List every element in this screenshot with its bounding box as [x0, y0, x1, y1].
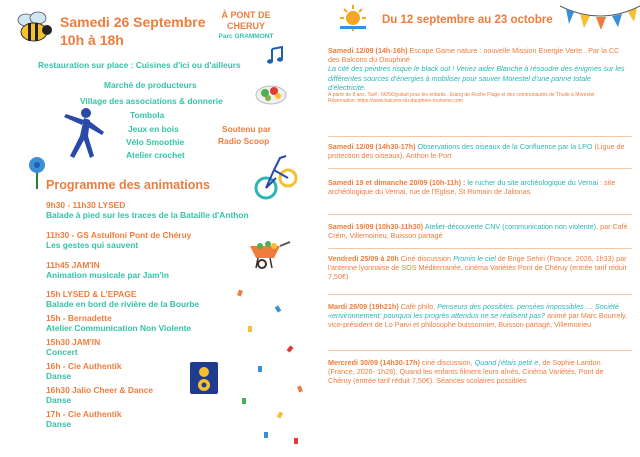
event-1-small-1: À partir de 8 ans. Tarif : 6€/5€/gratuit pour les enfants . Etang de Roche Plage et des communautés de Thuile à Morestel [328, 92, 595, 99]
event-4 [328, 222, 628, 240]
event-4-text: , par Café Crém, Villemoirieu, Buisson partagé [328, 222, 628, 241]
programme-desc: Balade en bord de rivière de la Bourbe [46, 299, 200, 309]
event-1-text: Escape Game nature : nouvelle Mission Energie Verte . Par la CC des Balcons du Dauphiné [328, 46, 620, 65]
event-1-small-2: Réservation: https://www.balcons-du-dauphine-tourisme.com [328, 98, 463, 105]
divider [328, 168, 632, 169]
programme-desc: Concert [46, 347, 78, 357]
bee-icon [12, 10, 58, 48]
confetti-icon [228, 286, 316, 452]
event-5-italic: Promis le ciel [453, 254, 496, 263]
programme-title: Programme des animations [46, 178, 210, 192]
event-1 [328, 46, 628, 105]
event-3-teal: le rucher du site archéologique du Vernai [465, 178, 599, 187]
programme-desc: Danse [46, 371, 72, 381]
divider [328, 248, 632, 249]
programme-item [46, 289, 199, 309]
event-6-date: Mardi 29/09 (19h21h) [328, 302, 399, 311]
divider [328, 214, 632, 215]
event-7-text-1: ciné discussion, [419, 358, 475, 367]
attraction-village: Village des associations & donnerie [80, 96, 223, 106]
place-line-3: Parc GRAMMONT [218, 33, 274, 40]
event-4-date: Samedi 19/09 (10h30-11h30) [328, 222, 424, 231]
bunting-icon [560, 0, 640, 44]
soutenu-label: Soutenu par [222, 124, 271, 134]
programme-item [46, 337, 100, 357]
programme-item [46, 230, 191, 250]
place-line-2: CHERUY [226, 21, 265, 31]
programme-item [46, 409, 122, 429]
programme-item [46, 385, 153, 405]
salad-bowl-icon [254, 82, 288, 110]
attraction-jeux: Jeux en bois [128, 124, 179, 134]
event-5 [328, 254, 628, 282]
event-2-teal: Observations des oiseaux de la Confluence par la LPO [415, 142, 593, 151]
event-5-date: Vendredi 25/09 à 20h [328, 254, 399, 263]
event-7-date: Mercredi 30/09 (14h30-17h) [328, 358, 420, 367]
event-7-italic: Quand j'étais petit·e [474, 358, 539, 367]
event-3-date: Samedi 19 et dimanche 20/09 (10h-11h) : [328, 178, 466, 187]
right-title: Du 12 septembre au 23 octobre [382, 14, 553, 26]
event-hours: 10h à 18h [60, 32, 124, 48]
flower-icon [26, 156, 48, 190]
event-6-italic: Penseurs des possibles, pensées impossibles … Société «environnement: pourquoi les progrès attendus ne se réalisent pas? [328, 302, 619, 321]
attraction-tombola: Tombola [130, 110, 165, 120]
event-1-italic: La cité des peintres risque le black out ! Venez aider Blanche à résoudre des énigmes sur les différentes sources d'énergies à mobiliser pour sauver Morestel d'une panne totale d'électricité. [328, 64, 625, 92]
divider [328, 136, 632, 137]
programme-desc: Atelier Communication Non Violente [46, 323, 192, 333]
programme-time: 9h30 - 11h30 LYSED [46, 200, 126, 210]
event-7 [328, 358, 628, 386]
programme-desc: Les gestes qui sauvent [46, 240, 139, 250]
programme-item [46, 200, 249, 220]
soutenu-radio: Radio Scoop [218, 136, 270, 146]
divider [328, 350, 632, 351]
dancer-icon [60, 106, 108, 166]
attraction-restauration: Restauration sur place : Cuisines d'ici ou d'ailleurs [38, 60, 241, 70]
event-4-teal: Atelier-découverte CNV (communication non violente) [423, 222, 597, 231]
event-6-text-1: Café philo, [398, 302, 438, 311]
attraction-crochet: Atelier crochet [126, 150, 185, 160]
programme-desc: Balade à pied sur les traces de la Bataille d'Anthon [46, 210, 249, 220]
wheelbarrow-icon [246, 236, 292, 270]
event-1-date: Samedi 12/09 (14h-16h) [328, 46, 408, 55]
programme-time: 15h - Bernadette [46, 313, 112, 323]
programme-time: 15h LYSED & L'EPAGE [46, 289, 137, 299]
programme-item [46, 313, 191, 333]
event-5-text-2: de Erige Sehiri (France, 2026, 1h33) par l'antenne lyonnaise de SOS Méditerranée, cinéma Variétés Pont de Chéruy (entrée tarif réduit 7,50€) [328, 254, 627, 282]
programme-desc: Danse [46, 395, 72, 405]
attraction-velo: Vélo Smoothie [126, 137, 185, 147]
sun-icon [336, 4, 370, 32]
programme-desc: Animation musicale par Jam'in [46, 270, 169, 280]
place-line-1: À PONT DE [221, 10, 271, 20]
programme-time: 16h30 Jalio Cheer & Dance [46, 385, 154, 395]
programme-time: 17h - Cie Authentik [46, 409, 122, 419]
divider [328, 294, 632, 295]
programme-time: 15h30 JAM'IN [46, 337, 101, 347]
programme-time: 11h30 - GS Astulfoni Pont de Chéruy [46, 230, 192, 240]
event-2-date: Samedi 12/09 (14h30-17h) [328, 142, 416, 151]
event-5-text-1: Ciné discussion [398, 254, 454, 263]
event-3-text: : site archéologique du Vernai, rue de l'Eglise, St Romain de Jalionas [328, 178, 616, 197]
speaker-icon [188, 360, 220, 396]
event-3 [328, 178, 628, 196]
programme-item [46, 260, 169, 280]
event-2 [328, 142, 628, 160]
programme-time: 16h - Cie Authentik [46, 361, 122, 371]
event-date: Samedi 26 Septembre [60, 14, 206, 30]
programme-time: 11h45 JAM'IN [46, 260, 100, 270]
event-6 [328, 302, 628, 330]
attraction-marche: Marché de producteurs [104, 80, 197, 90]
programme-item [46, 361, 122, 381]
bicycle-icon [254, 148, 298, 204]
event-7-text-2: , de Sophie Laridon (France, 2026- 1h28), Quand les enfants filment leurs aînés, Cinéma Variétés, Pont de Chéruy (entrée tarif réduit 7,50€). Séances scolaires possibles [328, 358, 604, 386]
event-2-text: (Ligue de protection des oiseaux), Anthon le Port [328, 142, 625, 161]
music-note-icon [266, 46, 284, 66]
programme-desc: Danse [46, 419, 72, 429]
event-6-text-2: animé par Marc Bourrely, vice-président de Lo Parvi et philosophe buissonnier, Buisson partagé, Villemoirieu [328, 311, 628, 330]
